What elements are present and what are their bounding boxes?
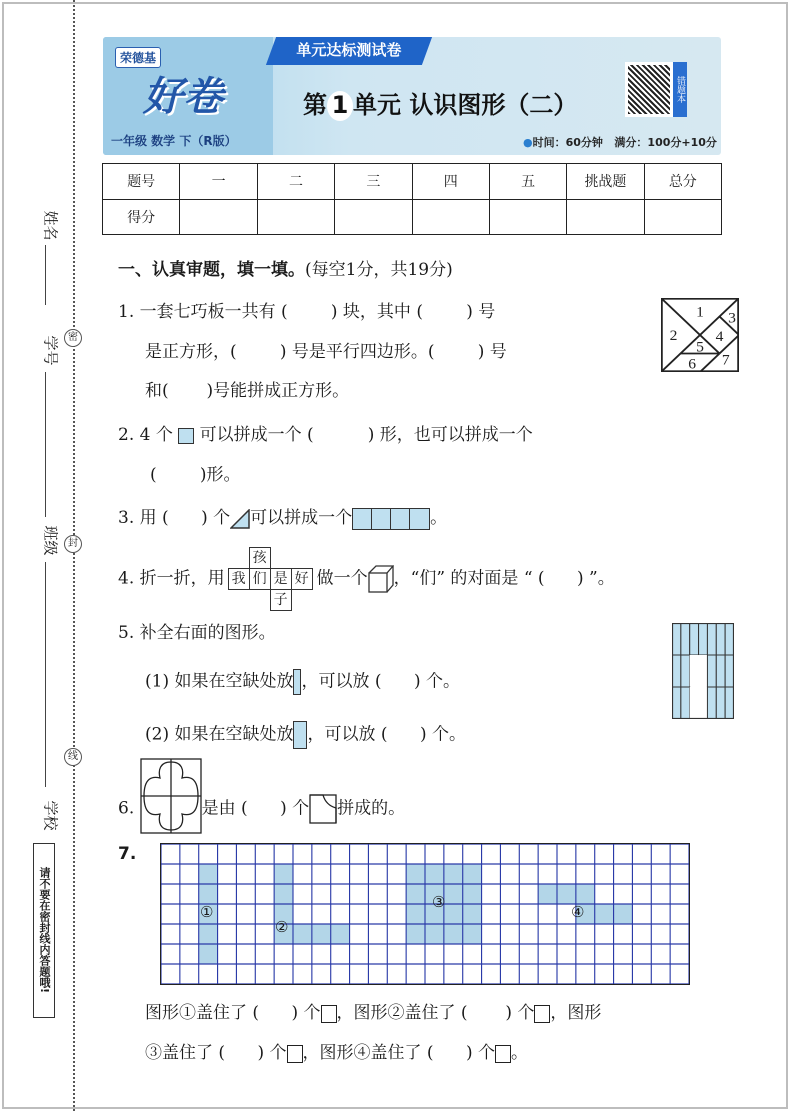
strip-cell <box>672 655 681 687</box>
cube-net <box>228 550 314 608</box>
q4-text-a: 4. 折一折，用 <box>118 568 225 589</box>
q7-line1 <box>145 1001 601 1025</box>
score-row <box>103 199 722 235</box>
strip-cell <box>681 687 690 719</box>
net-face: 们 <box>249 568 271 590</box>
strip-cell <box>707 655 716 687</box>
name-line[interactable] <box>45 245 46 305</box>
q7-line2 <box>145 1041 528 1065</box>
score-header: 三 <box>335 164 412 200</box>
logo: 好卷 <box>143 74 223 120</box>
q1-line2: 是正方形，( ) 号是平行四边形。( ) 号 <box>145 342 507 362</box>
time-limit: 时间：60分钟 <box>532 136 603 149</box>
q3-text-c: 。 <box>430 508 448 528</box>
strip-cell <box>690 655 699 687</box>
seal-mi: 密 <box>64 329 82 347</box>
full-score: 满分：100分+10分 <box>614 136 717 149</box>
score-header: 二 <box>257 164 334 200</box>
q7-text: ③盖住了 ( ) 个 <box>145 1043 287 1063</box>
score-cell[interactable] <box>489 199 566 235</box>
shape-label: ③ <box>432 893 446 911</box>
net-face: 是 <box>270 568 292 590</box>
score-table <box>102 163 722 235</box>
tangram-label: 4 <box>715 328 724 345</box>
q2-line2: ( )形。 <box>150 465 241 485</box>
series-label: 单元达标测试卷 <box>296 41 402 59</box>
class-label: 班级 <box>41 525 60 556</box>
strip-cell <box>699 655 708 687</box>
q3-line <box>118 506 447 530</box>
strip-cell <box>681 655 690 687</box>
section-heading: 一、认真审题，填一填。 <box>118 260 305 280</box>
four-square-bar-icon <box>352 508 430 530</box>
name-label: 姓名 <box>41 210 60 241</box>
q7-text: ，图形④盖住了 ( ) 个 <box>302 1043 495 1063</box>
strip-cell <box>725 687 734 719</box>
student-id-label: 学号 <box>41 335 60 366</box>
unit-square-icon <box>321 1005 337 1023</box>
class-line[interactable] <box>45 372 46 517</box>
strip-figure <box>672 623 734 719</box>
strip-cell <box>672 687 681 719</box>
score-header-row <box>103 164 722 200</box>
small-square-icon <box>178 428 194 444</box>
strip-cell <box>707 623 716 655</box>
triangle-icon <box>230 509 250 529</box>
score-row-label: 得分 <box>103 199 180 235</box>
q3-text-a: 3. 用 ( ) 个 <box>118 508 231 528</box>
exam-meta <box>523 134 717 150</box>
q5-sub2 <box>145 721 466 749</box>
strip-cell <box>699 687 708 719</box>
grid-labels <box>160 843 690 985</box>
strip-cell <box>716 623 725 655</box>
q4-text-c: ，“们” 的对面是 “ ( ) ”。 <box>393 568 615 589</box>
qr-code[interactable] <box>625 62 673 117</box>
shape-label: ② <box>275 918 289 936</box>
q6-line <box>118 784 405 834</box>
net-face: 我 <box>228 568 250 590</box>
q5-sub1 <box>145 669 460 695</box>
tangram-label: 3 <box>728 309 736 327</box>
header-banner <box>103 37 721 155</box>
unit-square-icon <box>495 1045 511 1063</box>
net-face: 孩 <box>249 547 271 569</box>
score-cell[interactable] <box>257 199 334 235</box>
unit-number: 1 <box>327 91 353 121</box>
q7-label: 7. <box>118 844 137 864</box>
score-header: 四 <box>412 164 489 200</box>
tangram-figure <box>661 298 739 372</box>
tangram-label: 5 <box>696 338 704 356</box>
q1-line1: 1. 一套七巧板一共有 ( ) 块，其中 ( ) 号 <box>118 302 496 322</box>
score-header: 一 <box>180 164 257 200</box>
strip-cell <box>716 687 725 719</box>
score-header: 挑战题 <box>567 164 644 200</box>
score-cell[interactable] <box>644 199 721 235</box>
title-text: 认识图形（二） <box>401 91 578 119</box>
tangram-label: 1 <box>696 303 704 321</box>
clock-icon: ● <box>523 136 533 149</box>
net-face: 好 <box>291 568 313 590</box>
brand-name: 荣德基 <box>115 47 161 68</box>
seal-dashed-line <box>73 0 75 1111</box>
score-header: 题号 <box>103 164 180 200</box>
q6-text-b: 是由 ( ) 个 <box>201 798 310 819</box>
section-note: (每空1分，共19分) <box>305 260 453 280</box>
section-title <box>118 258 453 282</box>
clover-figure <box>140 758 202 834</box>
shape-label: ① <box>200 903 214 921</box>
series-tag <box>266 37 432 65</box>
strip-cell <box>690 687 699 719</box>
school-label: 学校 <box>41 800 60 831</box>
strip-cell <box>716 655 725 687</box>
q7-text: ，图形 <box>550 1003 602 1023</box>
q5-sub2-text-b: ，可以放 ( ) 个。 <box>307 724 466 745</box>
strip-cell <box>707 687 716 719</box>
strip-cell <box>725 623 734 655</box>
q3-text-b: 可以拼成一个 <box>250 508 353 528</box>
score-cell[interactable] <box>567 199 644 235</box>
school-line[interactable] <box>45 562 46 787</box>
score-header: 五 <box>489 164 566 200</box>
strip-cell <box>699 623 708 655</box>
seal-xian: 线 <box>64 748 82 766</box>
q6-text-c: 拼成的。 <box>337 798 406 819</box>
strip-cell <box>681 623 690 655</box>
q2-text-b: 可以拼成一个 ( ) 形，也可以拼成一个 <box>194 425 533 445</box>
unit-square-icon <box>287 1045 303 1063</box>
seal-notice: 请不要在密封线内答题哦! <box>33 843 55 1018</box>
score-cell[interactable] <box>180 199 257 235</box>
score-header: 总分 <box>644 164 721 200</box>
tangram-label: 7 <box>721 351 730 369</box>
score-cell[interactable] <box>335 199 412 235</box>
q7-text: 图形①盖住了 ( ) 个 <box>145 1003 321 1023</box>
shape-label: ④ <box>571 903 585 921</box>
wide-strip-icon <box>293 721 307 749</box>
cube-icon <box>368 565 394 593</box>
strip-cell <box>725 655 734 687</box>
q5-sub2-text-a: (2) 如果在空缺处放 <box>145 724 294 745</box>
q1-line3: 和( )号能拼成正方形。 <box>145 381 350 401</box>
page-title <box>303 85 577 121</box>
q6-text-a: 6. <box>118 798 140 819</box>
q4-line <box>118 550 615 608</box>
grade-subject: 一年级 数学 下（R版） <box>111 134 237 148</box>
q7-text: 。 <box>511 1043 528 1063</box>
quarter-piece-icon <box>309 794 337 824</box>
q5-sub1-text-b: ，可以放 ( ) 个。 <box>301 671 460 692</box>
title-unit: 单元 <box>353 91 401 119</box>
seal-feng: 封 <box>64 535 82 553</box>
qr-label: 错题本 <box>673 62 687 117</box>
net-face: 子 <box>270 589 292 611</box>
tangram-label: 2 <box>669 327 678 345</box>
title-prefix: 第 <box>303 91 327 119</box>
q4-text-b: 做一个 <box>316 568 368 589</box>
strip-cell <box>690 623 699 655</box>
q2-text-a: 2. 4 个 <box>118 425 179 445</box>
q5-sub1-text-a: (1) 如果在空缺处放 <box>145 671 294 692</box>
q7-text: ，图形②盖住了 ( ) 个 <box>336 1003 535 1023</box>
tangram-label: 6 <box>688 355 697 372</box>
q2-line1 <box>118 423 533 447</box>
unit-square-icon <box>534 1005 550 1023</box>
q5-title: 5. 补全右面的图形。 <box>118 623 276 643</box>
score-cell[interactable] <box>412 199 489 235</box>
strip-cell <box>672 623 681 655</box>
